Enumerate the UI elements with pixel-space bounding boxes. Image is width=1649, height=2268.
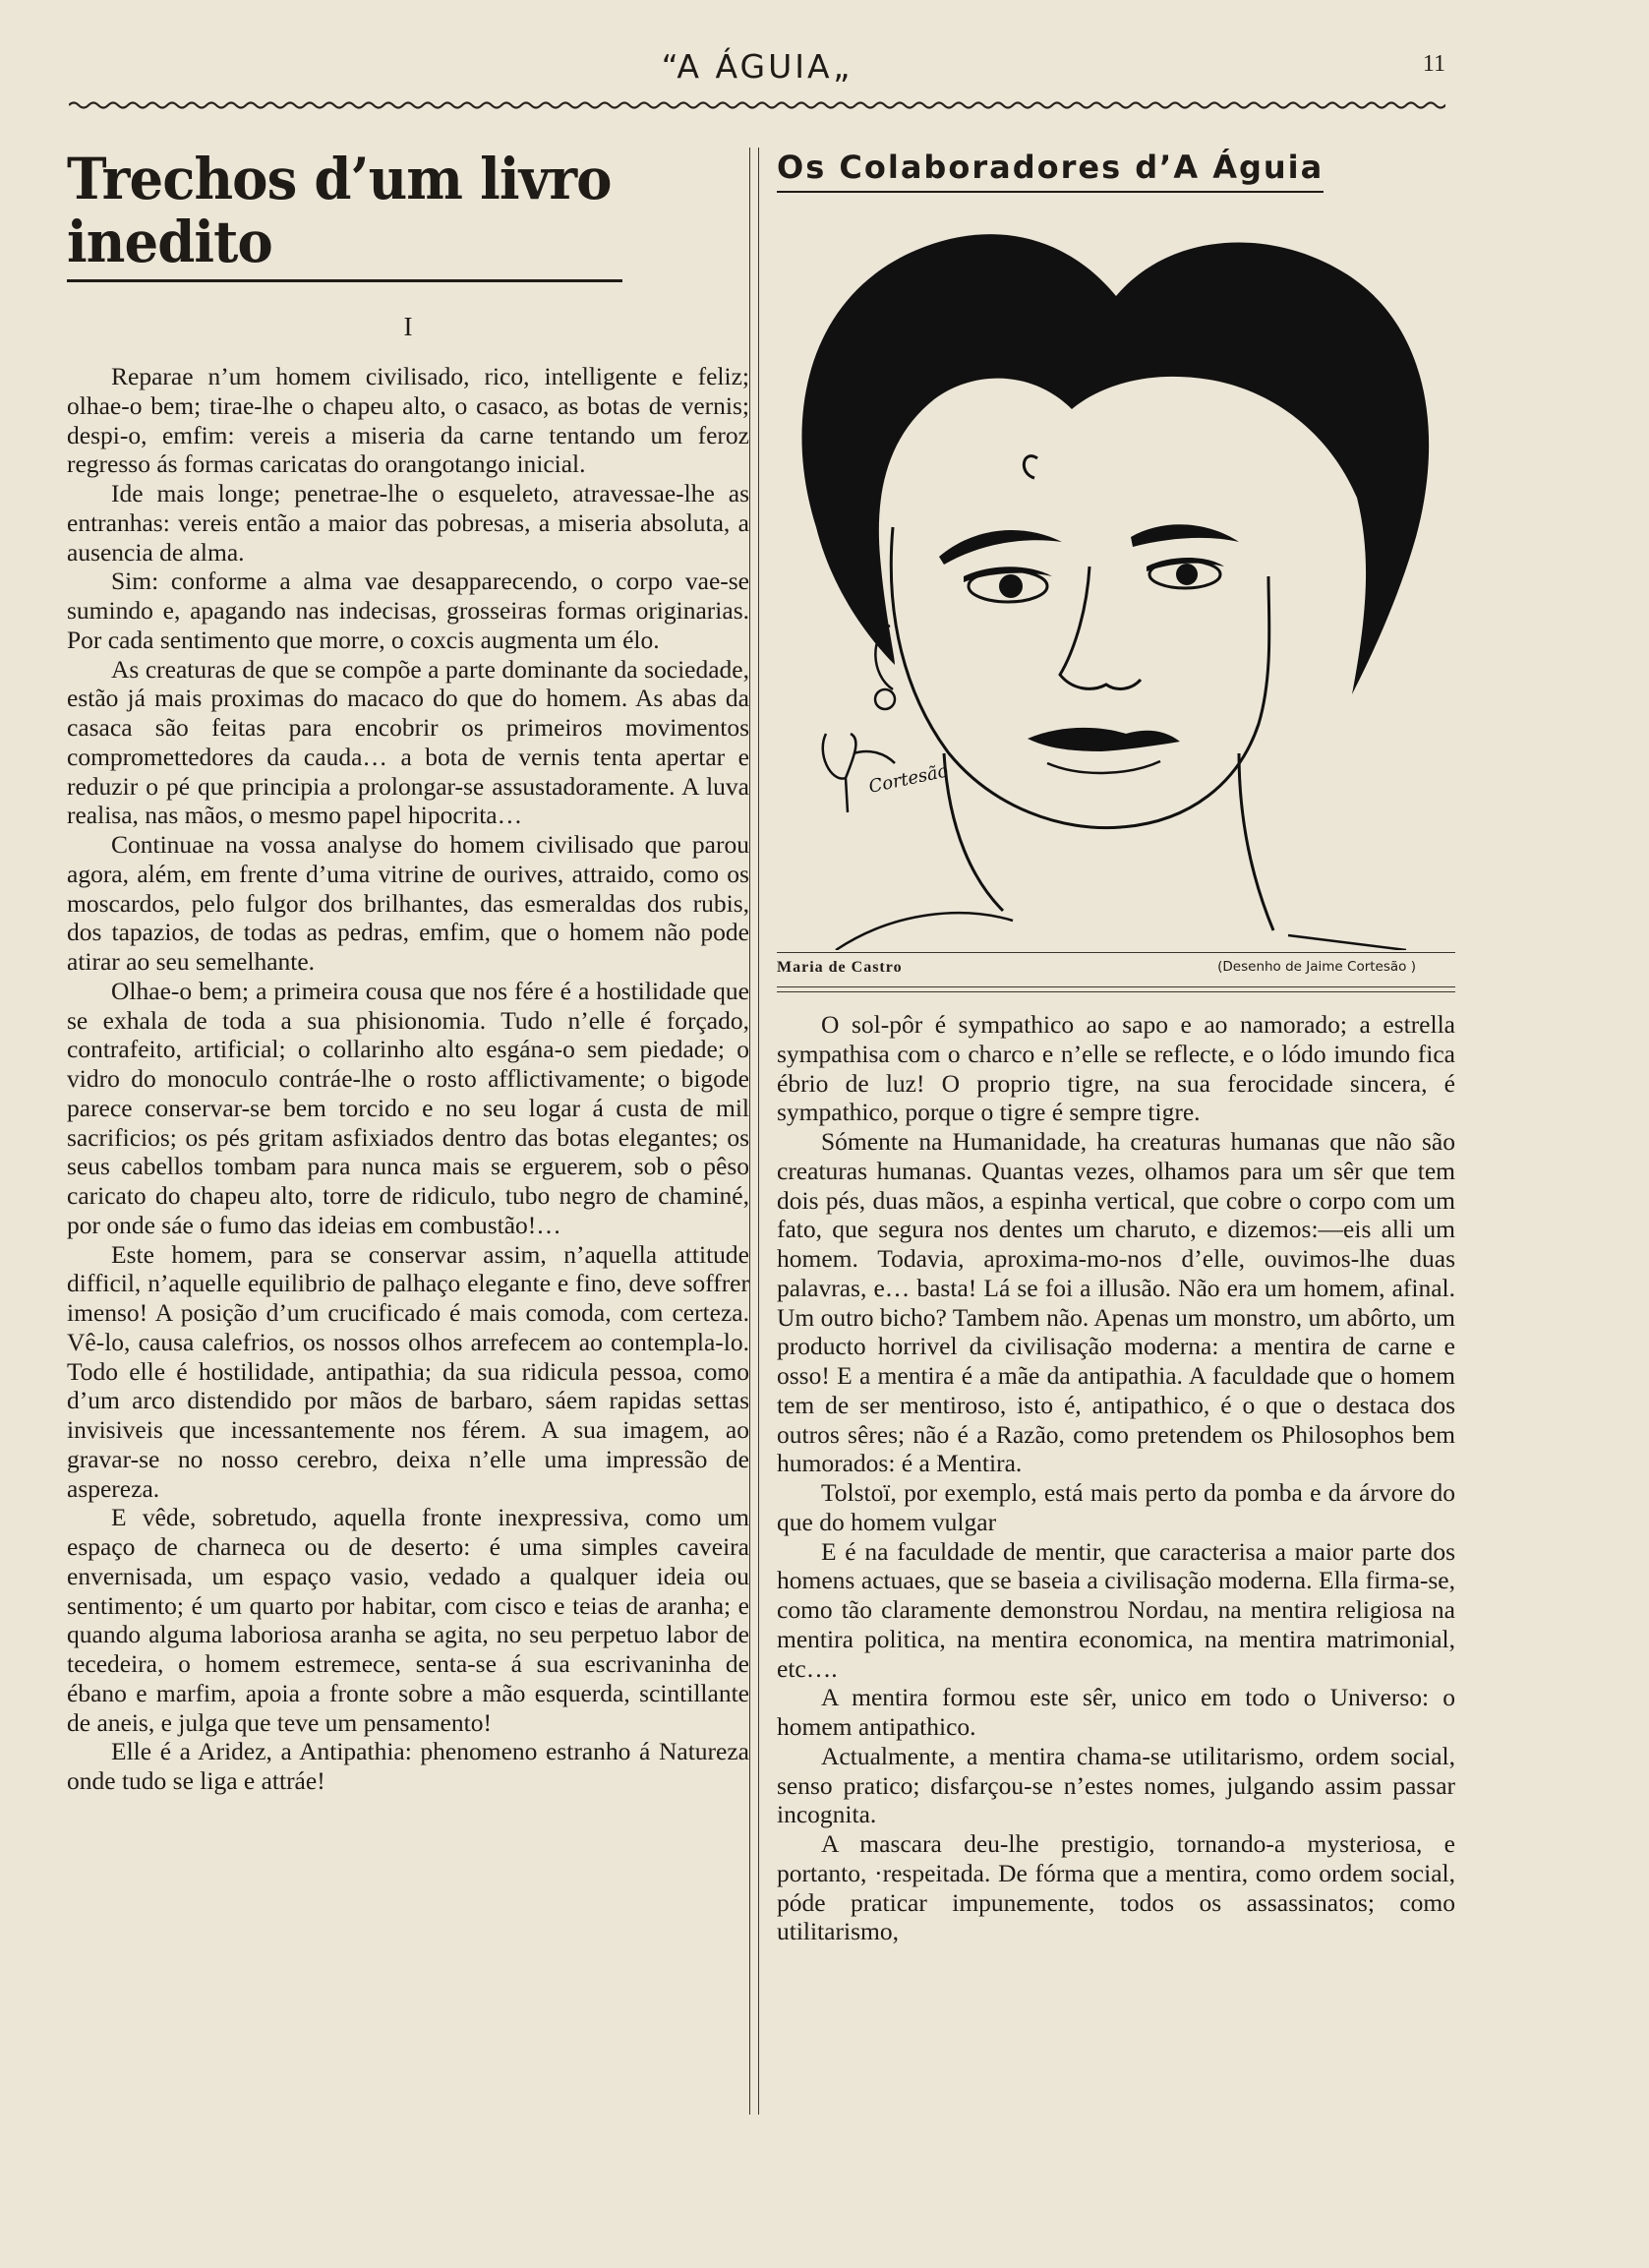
- column-divider: [749, 148, 759, 2115]
- portrait-brow-left: [939, 530, 1062, 565]
- running-head: [69, 47, 1445, 92]
- portrait-shoulder: [836, 913, 1406, 950]
- caption-rule-bottom: [777, 991, 1455, 992]
- portrait-illustration: [777, 203, 1455, 950]
- section-heading: Os Colaboradores d’A Águia: [777, 146, 1324, 193]
- paragraph: O sol-pôr é sympathico ao sapo e ao namorado; a estrella sympathisa com o charco e n’elle se reflecte, e o lódo imundo fica ébrio de luz! O proprio tigre, na sua ferocidade sincera, é sympathico, porque o tigre é sempre tigre.: [777, 1010, 1455, 1127]
- section-numeral: I: [403, 312, 413, 341]
- paragraph: E vêde, sobretudo, aquella fronte inexpressiva, como um espaço de charneca ou de deserto: é uma simples caveira envernisada, um espaço vasio, vedado a qualquer ideia ou sentimento; é um quarto por habitar, com cisco e teias de aranha; e quando alguma laboriosa aranha se agita, no seu perpetuo labor de tecedeira, o homem estremece, senta-se á sua escrivaninha de ébano e marfim, apoia a fronte sobre a mão esquerda, scintillante de aneis, e julga que teve um pensamento!: [67, 1503, 749, 1737]
- paragraph: E é na faculdade de mentir, que caracterisa a maior parte dos homens actuaes, que se baseia a civilisação moderna. Ella firma-se, como tão claramente demonstrou Nordau, na mentira religiosa na mentira politica, na mentira economica, na mentira matrimonial, etc….: [777, 1536, 1455, 1683]
- paragraph: Sómente na Humanidade, ha creaturas humanas que não são creaturas humanas. Quantas vezes, olhamos para um sêr que tem dois pés, duas mãos, a espinha vertical, que cobre o corpo com um fato, que segura nos dentes um charuto, e dizemos:—eis alli um homem. Todavia, aproxima-mo-nos d’elle, ouvimos-lhe duas palavras, e… basta! Lá se foi a illusão. Não era um homem, afinal. Um outro bicho? Tambem não. Apenas um monstro, um abôrto, um producto horrivel da civilisação moderna: a mentira de carne e osso! E a mentira é a mãe da antipathia. A faculdade que o homem tem de ser mentiroso, isto é, antipathico, é o que o destaca dos outros sêres; não é a Razão, como pretendem os Philosophos bem humorados: é a Mentira.: [777, 1127, 1455, 1478]
- caption-name: Maria de Castro: [777, 959, 903, 976]
- paragraph: Olhae-o bem; a primeira cousa que nos fére é a hostilidade que se exhala de toda a sua phisionomia. Tudo n’elle é forçado, contrafeito, artificial; o collarinho alto esgána-o sem piedade; o vidro do monoculo contráe-lhe o rosto afflictivamente; o bigode parece conservar-se bem torcido e no seu logar á custa de mil sacrificios; os pés gritam asfixiados dentro das botas elegantes; os seus cabellos tombam para nunca mais se erguerem, sob o pêso caricato do chapeu alto, torre de ridiculo, tubo negro de chaminé, por onde sáe o fumo das ideias em combustão!…: [67, 976, 749, 1239]
- right-column: [777, 146, 1455, 1946]
- portrait-mouth: [1028, 728, 1180, 751]
- right-article-body: [777, 1010, 1455, 1946]
- artist-signature: Cortesão: [866, 760, 951, 798]
- portrait-caption: [777, 951, 1455, 985]
- title-underline: [67, 279, 622, 282]
- paragraph: A mentira formou este sêr, unico em todo o Universo: o homem antipathico.: [777, 1683, 1455, 1741]
- portrait-curl: [1024, 456, 1037, 478]
- paragraph: Actualmente, a mentira chama-se utilitarismo, ordem social, senso pratico; disfarçou-se n’estes nomes, julgando assim passar incognita.: [777, 1741, 1455, 1829]
- paragraph: Sim: conforme a alma vae desapparecendo, o corpo vae-se sumindo e, apagando nas indecisas, grosseiras formas originarias. Por cada sentimento que morre, o coxcis augmenta um élo.: [67, 567, 749, 654]
- page-number: 11: [1422, 51, 1445, 77]
- portrait-brow-right: [1131, 524, 1239, 547]
- left-column: [67, 148, 749, 1796]
- paragraph: As creaturas de que se compõe a parte dominante da sociedade, estão já mais proximas do macaco do que do homem. As abas da casaca são feitas para encobrir os primeiros movimentos compromettedores da cauda… a bota de vernis tenta apertar e reduzir o pé que principia a prolongar-se assustadoramente. A luva realisa, nas mãos, o mesmo papel hipocrita…: [67, 654, 749, 830]
- portrait-nose: [1060, 567, 1141, 688]
- paragraph: Elle é a Aridez, a Antipathia: phenomeno estranho á Natureza onde tudo se liga e attráe!: [67, 1737, 749, 1795]
- portrait-drawing: [777, 203, 1455, 950]
- paragraph: Tolstoï, por exemplo, está mais perto da pomba e da árvore do que do homem vulgar: [777, 1478, 1455, 1536]
- article-body: [67, 362, 749, 1796]
- paragraph: Reparae n’um homem civilisado, rico, intelligente e feliz; olhae-o bem; tirae-lhe o chapeu alto, o casaco, as botas de vernis; despi-o, emfim: vereis a miseria da carne tentando um feroz regresso ás formas caricatas do orangotango inicial.: [67, 362, 749, 479]
- caption-rule-mid: [777, 986, 1455, 987]
- paragraph: Continuae na vossa analyse do homem civilisado que parou agora, além, em frente d’uma vitrine de ourives, attraido, como os moscardos, pelo fulgor dos brilhantes, das esmeraldas dos rubis, dos tapazios, de todas as pedras, emfim, que o homem não pode atirar ao seu semelhante.: [67, 830, 749, 976]
- running-title: “A ÁGUIA„: [661, 47, 854, 86]
- paragraph: A mascara deu-lhe prestigio, tornando-a mysteriosa, e portanto, ·respeitada. De fórma que a mentira, como ordem social, póde praticar impunemente, todos os assassinatos; como utilitarismo,: [777, 1829, 1455, 1946]
- paragraph: Ide mais longe; penetrae-lhe o esqueleto, atravessae-lhe as entranhas: vereis então a maior das pobresas, a miseria absoluta, a ausencia de alma.: [67, 479, 749, 567]
- header-wavy-rule: [69, 98, 1445, 112]
- article-title: Trechos d’um livro inedito: [67, 146, 612, 275]
- caption-credit: (Desenho de Jaime Cortesão ): [1217, 959, 1416, 975]
- paragraph: Este homem, para se conservar assim, n’aquella attitude difficil, n’aquelle equilibrio de palhaço elegante e fino, deve soffrer imenso! A posição d’um crucificado é mais comoda, com certeza. Vê-lo, causa calefrios, os nossos olhos arrefecem ao contempla-lo. Todo elle é hostilidade, antipathia; da sua ridicula pessoa, como d’um arco distendido por mãos de barbaro, sáem rapidas settas invisiveis que incessantemente nos férem. A sua imagem, ao gravar-se no nosso cerebro, deixa n’elle uma impressão de aspereza.: [67, 1239, 749, 1503]
- portrait-earring: [875, 689, 895, 709]
